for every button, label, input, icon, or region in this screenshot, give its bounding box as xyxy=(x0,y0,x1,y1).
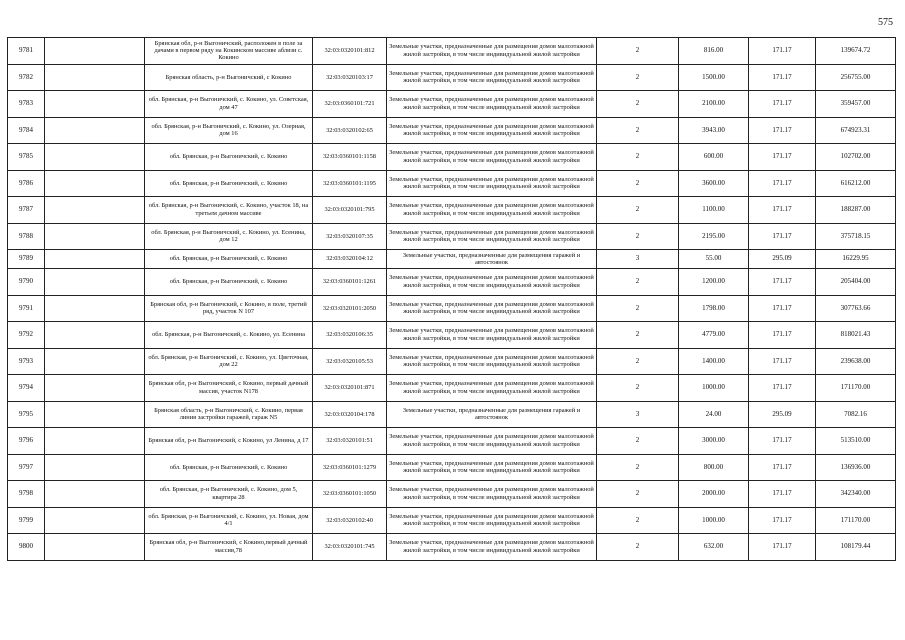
cadastral-number-cell: 32:03:0320106:35 xyxy=(313,322,387,349)
table-row xyxy=(8,375,896,402)
address-cell: обл. Брянская, р-н Выгоничский, с. Кокино, ул. Есенина xyxy=(145,322,313,349)
specific-value-cell: 171.17 xyxy=(749,534,816,561)
specific-value-cell: 171.17 xyxy=(749,144,816,171)
address-cell: Брянская обл, р-н Выгоничский, с Кокино,первый дачный массив,78 xyxy=(145,534,313,561)
blank-cell xyxy=(45,144,145,171)
cadastral-value-table xyxy=(7,37,896,561)
cadastral-value-cell: 139674.72 xyxy=(816,38,896,65)
land-use-cell: Земельные участки, предназначенные для размещения домов малоэтажной жилой застройки, в том числе индивидуальной жилой застройки xyxy=(387,170,597,197)
land-use-cell: Земельные участки, предназначенные для размещения домов малоэтажной жилой застройки, в том числе индивидуальной жилой застройки xyxy=(387,197,597,224)
table-body xyxy=(8,38,896,561)
table-row xyxy=(8,250,896,269)
land-use-cell: Земельные участки, предназначенные для размещения домов малоэтажной жилой застройки, в том числе индивидуальной жилой застройки xyxy=(387,375,597,402)
table-row xyxy=(8,534,896,561)
cadastral-value-cell: 239638.00 xyxy=(816,348,896,375)
area-cell: 1000.00 xyxy=(679,507,749,534)
address-cell: обл. Брянская, р-н Выгоничский, с. Кокино, ул. Новая, дом 4/1 xyxy=(145,507,313,534)
row-number: 9791 xyxy=(8,295,45,322)
table-row xyxy=(8,197,896,224)
row-number: 9797 xyxy=(8,454,45,481)
row-number: 9790 xyxy=(8,269,45,296)
area-cell: 816.00 xyxy=(679,38,749,65)
area-cell: 3600.00 xyxy=(679,170,749,197)
group-cell: 2 xyxy=(597,375,679,402)
blank-cell xyxy=(45,269,145,296)
table-row xyxy=(8,91,896,118)
blank-cell xyxy=(45,170,145,197)
address-cell: обл. Брянская, р-н Выгоничский, с. Кокино xyxy=(145,250,313,269)
group-cell: 2 xyxy=(597,91,679,118)
specific-value-cell: 295.09 xyxy=(749,250,816,269)
row-number: 9781 xyxy=(8,38,45,65)
row-number: 9782 xyxy=(8,64,45,91)
area-cell: 1798.00 xyxy=(679,295,749,322)
specific-value-cell: 171.17 xyxy=(749,322,816,349)
address-cell: Брянская обл, р-н Выгоничский, с Кокино, ул Ленина, д 17 xyxy=(145,428,313,455)
specific-value-cell: 171.17 xyxy=(749,481,816,508)
row-number: 9785 xyxy=(8,144,45,171)
blank-cell xyxy=(45,295,145,322)
group-cell: 2 xyxy=(597,223,679,250)
address-cell: обл. Брянская, р-н Выгоничский, с. Кокино xyxy=(145,269,313,296)
table-row xyxy=(8,170,896,197)
row-number: 9786 xyxy=(8,170,45,197)
address-cell: обл. Брянская, р-н Выгоничский, с. Кокино xyxy=(145,454,313,481)
land-use-cell: Земельные участки, предназначенные для размещения гаражей и автостоянок xyxy=(387,250,597,269)
specific-value-cell: 171.17 xyxy=(749,428,816,455)
land-use-cell: Земельные участки, предназначенные для размещения домов малоэтажной жилой застройки, в том числе индивидуальной жилой застройки xyxy=(387,38,597,65)
cadastral-value-cell: 818021.43 xyxy=(816,322,896,349)
table-row xyxy=(8,64,896,91)
address-cell: Брянская обл, р-н Выгоничский, расположен в поле за дачами в первом ряду на Кокинском массиве аблизи с. Кокино xyxy=(145,38,313,65)
blank-cell xyxy=(45,64,145,91)
address-cell: Брянская обл, р-н Выгоничский, с Кокино, в поле, третий ряд, участок N 107 xyxy=(145,295,313,322)
land-use-cell: Земельные участки, предназначенные для размещения домов малоэтажной жилой застройки, в том числе индивидуальной жилой застройки xyxy=(387,295,597,322)
blank-cell xyxy=(45,117,145,144)
specific-value-cell: 171.17 xyxy=(749,117,816,144)
group-cell: 2 xyxy=(597,38,679,65)
group-cell: 2 xyxy=(597,348,679,375)
area-cell: 632.00 xyxy=(679,534,749,561)
table-row xyxy=(8,144,896,171)
row-number: 9796 xyxy=(8,428,45,455)
table-row xyxy=(8,507,896,534)
group-cell: 3 xyxy=(597,250,679,269)
land-use-cell: Земельные участки, предназначенные для размещения домов малоэтажной жилой застройки, в том числе индивидуальной жилой застройки xyxy=(387,454,597,481)
cadastral-value-cell: 256755.00 xyxy=(816,64,896,91)
land-use-cell: Земельные участки, предназначенные для размещения домов малоэтажной жилой застройки, в том числе индивидуальной жилой застройки xyxy=(387,534,597,561)
specific-value-cell: 171.17 xyxy=(749,197,816,224)
area-cell: 2195.00 xyxy=(679,223,749,250)
address-cell: обл. Брянская, р-н Выгоничский, с. Кокино, участок 18, на третьем дачном массиве xyxy=(145,197,313,224)
cadastral-value-cell: 16229.95 xyxy=(816,250,896,269)
specific-value-cell: 171.17 xyxy=(749,223,816,250)
cadastral-number-cell: 32:03:0320101:51 xyxy=(313,428,387,455)
specific-value-cell: 171.17 xyxy=(749,507,816,534)
blank-cell xyxy=(45,38,145,65)
cadastral-number-cell: 32:03:0320101:795 xyxy=(313,197,387,224)
cadastral-value-cell: 171170.00 xyxy=(816,375,896,402)
specific-value-cell: 171.17 xyxy=(749,454,816,481)
specific-value-cell: 171.17 xyxy=(749,348,816,375)
table-row xyxy=(8,348,896,375)
cadastral-value-cell: 205404.00 xyxy=(816,269,896,296)
address-cell: обл. Брянская, р-н Выгоничский, с. Кокино, ул. Цветочная, дом 22 xyxy=(145,348,313,375)
address-cell: Брянская обл, р-н Выгоничский, с Кокино, первый дачный массив, участок N178 xyxy=(145,375,313,402)
land-use-cell: Земельные участки, предназначенные для размещения домов малоэтажной жилой застройки, в том числе индивидуальной жилой застройки xyxy=(387,91,597,118)
cadastral-value-cell: 188287.00 xyxy=(816,197,896,224)
area-cell: 1400.00 xyxy=(679,348,749,375)
group-cell: 2 xyxy=(597,170,679,197)
cadastral-number-cell: 32:03:0320102:65 xyxy=(313,117,387,144)
cadastral-value-cell: 307763.66 xyxy=(816,295,896,322)
blank-cell xyxy=(45,401,145,428)
blank-cell xyxy=(45,250,145,269)
group-cell: 2 xyxy=(597,144,679,171)
cadastral-value-cell: 359457.00 xyxy=(816,91,896,118)
table-row xyxy=(8,454,896,481)
cadastral-value-cell: 513510.00 xyxy=(816,428,896,455)
specific-value-cell: 171.17 xyxy=(749,269,816,296)
table-row xyxy=(8,481,896,508)
area-cell: 1100.00 xyxy=(679,197,749,224)
cadastral-value-cell: 136936.00 xyxy=(816,454,896,481)
table-row xyxy=(8,223,896,250)
specific-value-cell: 171.17 xyxy=(749,64,816,91)
table-row xyxy=(8,428,896,455)
address-cell: обл. Брянская, р-н Выгоничский, с. Кокино, ул. Озерная, дом 16 xyxy=(145,117,313,144)
area-cell: 1200.00 xyxy=(679,269,749,296)
cadastral-value-cell: 342340.00 xyxy=(816,481,896,508)
cadastral-value-cell: 7082.16 xyxy=(816,401,896,428)
group-cell: 2 xyxy=(597,197,679,224)
cadastral-value-cell: 108179.44 xyxy=(816,534,896,561)
table-row xyxy=(8,117,896,144)
group-cell: 2 xyxy=(597,481,679,508)
land-use-cell: Земельные участки, предназначенные для размещения домов малоэтажной жилой застройки, в том числе индивидуальной жилой застройки xyxy=(387,507,597,534)
land-use-cell: Земельные участки, предназначенные для размещения домов малоэтажной жилой застройки, в том числе индивидуальной жилой застройки xyxy=(387,117,597,144)
cadastral-number-cell: 32:03:0320102:40 xyxy=(313,507,387,534)
area-cell: 4779.00 xyxy=(679,322,749,349)
blank-cell xyxy=(45,507,145,534)
row-number: 9795 xyxy=(8,401,45,428)
specific-value-cell: 171.17 xyxy=(749,170,816,197)
cadastral-value-cell: 375718.15 xyxy=(816,223,896,250)
cadastral-number-cell: 32:03:0360101:1195 xyxy=(313,170,387,197)
area-cell: 1500.00 xyxy=(679,64,749,91)
area-cell: 2100.00 xyxy=(679,91,749,118)
cadastral-number-cell: 32:03:0320103:17 xyxy=(313,64,387,91)
area-cell: 24.00 xyxy=(679,401,749,428)
address-cell: обл. Брянская, р-н Выгоничский, с. Кокино, дом 5, квартира 28 xyxy=(145,481,313,508)
area-cell: 2000.00 xyxy=(679,481,749,508)
blank-cell xyxy=(45,91,145,118)
cadastral-number-cell: 32:03:0320107:35 xyxy=(313,223,387,250)
blank-cell xyxy=(45,223,145,250)
address-cell: Брянская область, р-н Выгоничский, с Кокино xyxy=(145,64,313,91)
row-number: 9794 xyxy=(8,375,45,402)
cadastral-number-cell: 32:03:0360101:721 xyxy=(313,91,387,118)
group-cell: 2 xyxy=(597,269,679,296)
row-number: 9787 xyxy=(8,197,45,224)
group-cell: 2 xyxy=(597,428,679,455)
specific-value-cell: 171.17 xyxy=(749,38,816,65)
address-cell: обл. Брянская, р-н Выгоничский, с. Кокино, ул. Советская, дом 47 xyxy=(145,91,313,118)
table-row xyxy=(8,401,896,428)
row-number: 9800 xyxy=(8,534,45,561)
area-cell: 3000.00 xyxy=(679,428,749,455)
blank-cell xyxy=(45,375,145,402)
row-number: 9789 xyxy=(8,250,45,269)
land-use-cell: Земельные участки, предназначенные для размещения домов малоэтажной жилой застройки, в том числе индивидуальной жилой застройки xyxy=(387,144,597,171)
land-use-cell: Земельные участки, предназначенные для размещения домов малоэтажной жилой застройки, в том числе индивидуальной жилой застройки xyxy=(387,64,597,91)
group-cell: 2 xyxy=(597,64,679,91)
area-cell: 55.00 xyxy=(679,250,749,269)
cadastral-number-cell: 32:03:0360101:1261 xyxy=(313,269,387,296)
specific-value-cell: 171.17 xyxy=(749,295,816,322)
blank-cell xyxy=(45,534,145,561)
blank-cell xyxy=(45,481,145,508)
land-use-cell: Земельные участки, предназначенные для размещения домов малоэтажной жилой застройки, в том числе индивидуальной жилой застройки xyxy=(387,322,597,349)
land-use-cell: Земельные участки, предназначенные для размещения гаражей и автостоянок xyxy=(387,401,597,428)
cadastral-number-cell: 32:03:0320105:53 xyxy=(313,348,387,375)
specific-value-cell: 171.17 xyxy=(749,91,816,118)
cadastral-number-cell: 32:03:0320101:812 xyxy=(313,38,387,65)
cadastral-number-cell: 32:03:0320104:12 xyxy=(313,250,387,269)
blank-cell xyxy=(45,197,145,224)
cadastral-value-cell: 616212.00 xyxy=(816,170,896,197)
table-row xyxy=(8,269,896,296)
row-number: 9784 xyxy=(8,117,45,144)
area-cell: 800.00 xyxy=(679,454,749,481)
row-number: 9792 xyxy=(8,322,45,349)
blank-cell xyxy=(45,454,145,481)
land-use-cell: Земельные участки, предназначенные для размещения домов малоэтажной жилой застройки, в том числе индивидуальной жилой застройки xyxy=(387,269,597,296)
specific-value-cell: 295.09 xyxy=(749,401,816,428)
cadastral-value-cell: 171170.00 xyxy=(816,507,896,534)
cadastral-number-cell: 32:03:0320104:178 xyxy=(313,401,387,428)
row-number: 9788 xyxy=(8,223,45,250)
row-number: 9799 xyxy=(8,507,45,534)
group-cell: 2 xyxy=(597,454,679,481)
cadastral-number-cell: 32:03:0320101:871 xyxy=(313,375,387,402)
table-row xyxy=(8,322,896,349)
group-cell: 2 xyxy=(597,295,679,322)
cadastral-number-cell: 32:03:0360101:1158 xyxy=(313,144,387,171)
land-use-cell: Земельные участки, предназначенные для размещения домов малоэтажной жилой застройки, в том числе индивидуальной жилой застройки xyxy=(387,348,597,375)
table-row xyxy=(8,38,896,65)
group-cell: 2 xyxy=(597,534,679,561)
table-row xyxy=(8,295,896,322)
page-number: 575 xyxy=(878,17,893,28)
cadastral-number-cell: 32:03:0320101:745 xyxy=(313,534,387,561)
row-number: 9783 xyxy=(8,91,45,118)
area-cell: 600.00 xyxy=(679,144,749,171)
blank-cell xyxy=(45,322,145,349)
row-number: 9793 xyxy=(8,348,45,375)
cadastral-value-cell: 674923.31 xyxy=(816,117,896,144)
specific-value-cell: 171.17 xyxy=(749,375,816,402)
land-use-cell: Земельные участки, предназначенные для размещения домов малоэтажной жилой застройки, в том числе индивидуальной жилой застройки xyxy=(387,481,597,508)
area-cell: 3943.00 xyxy=(679,117,749,144)
address-cell: обл. Брянская, р-н Выгоничский, с. Кокино xyxy=(145,144,313,171)
area-cell: 1000.00 xyxy=(679,375,749,402)
row-number: 9798 xyxy=(8,481,45,508)
cadastral-number-cell: 32:03:0360101:1279 xyxy=(313,454,387,481)
group-cell: 2 xyxy=(597,322,679,349)
address-cell: Брянская область, р-н Выгоничский, с. Кокино, первая линия застройки гаражей, гараж N5 xyxy=(145,401,313,428)
group-cell: 2 xyxy=(597,507,679,534)
address-cell: обл. Брянская, р-н Выгоничский, с. Кокино xyxy=(145,170,313,197)
land-use-cell: Земельные участки, предназначенные для размещения домов малоэтажной жилой застройки, в том числе индивидуальной жилой застройки xyxy=(387,223,597,250)
cadastral-number-cell: 32:03:0360101:1050 xyxy=(313,481,387,508)
address-cell: обл. Брянская, р-н Выгоничский, с. Кокино, ул. Есенина, дом 12 xyxy=(145,223,313,250)
group-cell: 2 xyxy=(597,117,679,144)
cadastral-number-cell: 32:03:0320101:2050 xyxy=(313,295,387,322)
blank-cell xyxy=(45,348,145,375)
blank-cell xyxy=(45,428,145,455)
land-use-cell: Земельные участки, предназначенные для размещения домов малоэтажной жилой застройки, в том числе индивидуальной жилой застройки xyxy=(387,428,597,455)
group-cell: 3 xyxy=(597,401,679,428)
cadastral-value-cell: 102702.00 xyxy=(816,144,896,171)
